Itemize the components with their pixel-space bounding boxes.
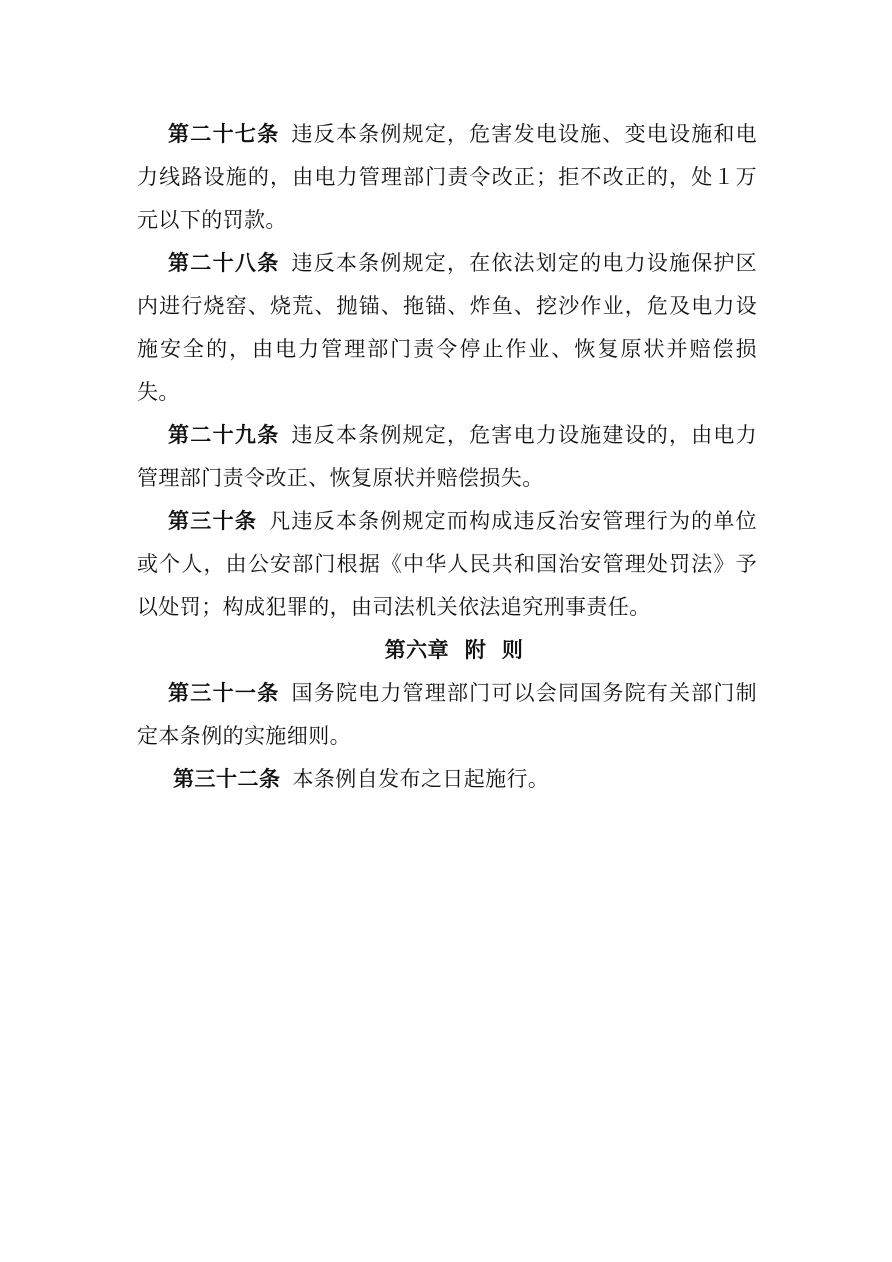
article-text: 违反本条例规定，在依法划定的电力设施保护区内进行烧窑、烧荒、抛锚、拖锚、炸鱼、挖沙作业，危及电力设施安全的，由电力管理部门责令停止作业、恢复原状并赔偿损失。 bbox=[137, 251, 758, 404]
article-text: 违反本条例规定，危害发电设施、变电设施和电力线路设施的，由电力管理部门责令改正；拒不改正的，处１万元以下的罚款。 bbox=[137, 122, 758, 232]
article-number: 第三十二条 bbox=[173, 767, 281, 791]
article-text: 违反本条例规定，危害电力设施建设的，由电力管理部门责令改正、恢复原状并赔偿损失。 bbox=[137, 423, 758, 490]
document-page bbox=[137, 113, 757, 801]
article-29 bbox=[137, 414, 757, 500]
article-text: 国务院电力管理部门可以会同国务院有关部门制定本条例的实施细则。 bbox=[137, 681, 758, 748]
chapter-title bbox=[137, 629, 757, 672]
chapter-title-text: 第六章 附 则 bbox=[384, 638, 524, 662]
article-number: 第二十七条 bbox=[168, 122, 280, 146]
article-32 bbox=[137, 758, 757, 801]
article-text: 凡违反本条例规定而构成违反治安管理行为的单位或个人，由公安部门根据《中华人民共和国治安管理处罚法》予以处罚；构成犯罪的，由司法机关依法追究刑事责任。 bbox=[137, 509, 757, 619]
article-number: 第二十八条 bbox=[168, 251, 280, 275]
article-number: 第三十条 bbox=[168, 509, 258, 533]
article-text: 本条例自发布之日起施行。 bbox=[292, 767, 550, 791]
article-30 bbox=[137, 500, 757, 629]
article-number: 第三十一条 bbox=[168, 681, 280, 705]
article-28 bbox=[137, 242, 757, 414]
article-31 bbox=[137, 672, 757, 758]
article-number: 第二十九条 bbox=[168, 423, 280, 447]
article-27 bbox=[137, 113, 757, 242]
